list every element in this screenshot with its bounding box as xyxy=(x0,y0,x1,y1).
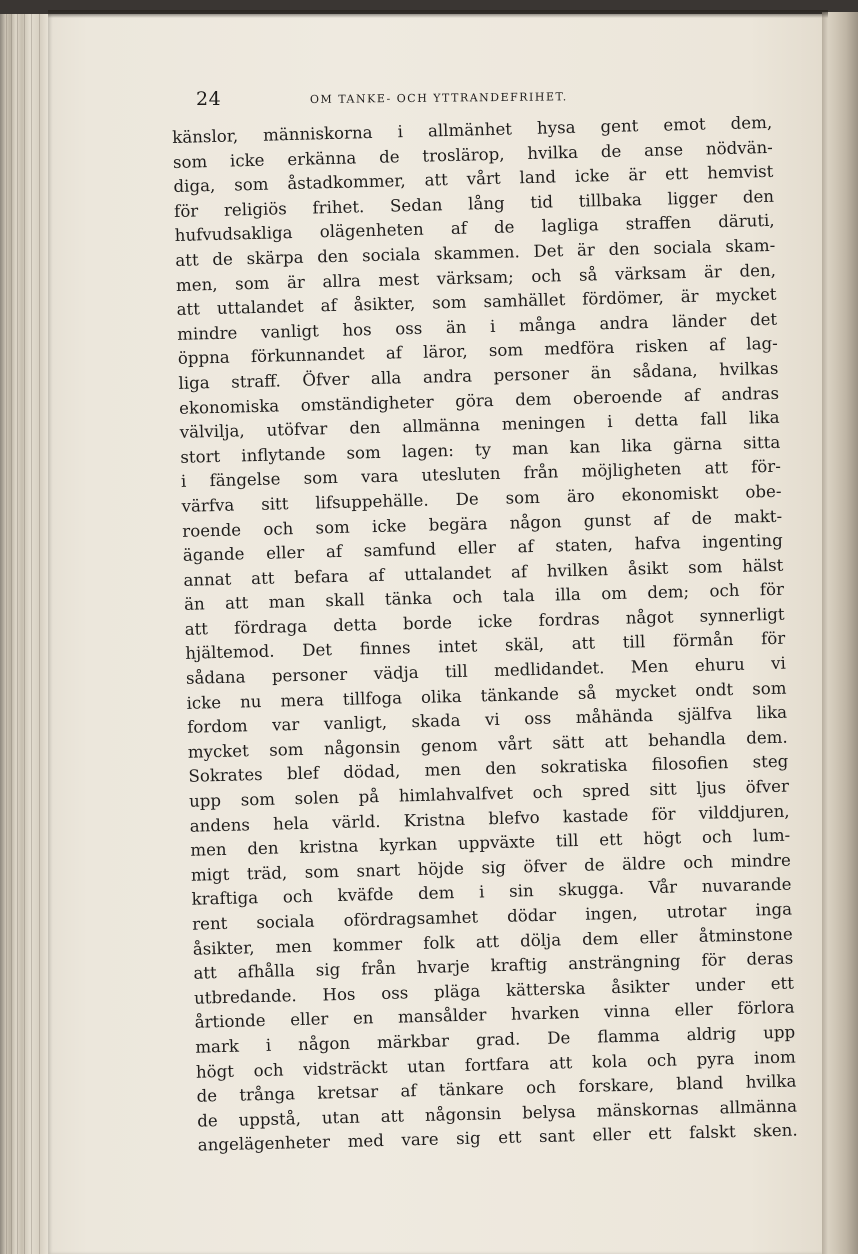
text-line: kraftiga och kväfde dem i sin skugga. Vår nuvarande xyxy=(191,874,792,910)
text-line: värfva sitt lifsuppehälle. De som äro ekonomiskt obe- xyxy=(181,481,782,516)
text-line: men, som är allra mest värksam; och så värksam är den, xyxy=(175,260,777,295)
text-line: fordom var vanligt, skada vi oss måhända själfva lika xyxy=(186,702,788,738)
text-line: diga, som åstadkommer, att vårt land icke är ett hemvist xyxy=(173,161,774,197)
text-line: mindre vanligt hos oss än i många andra länder det xyxy=(177,309,778,344)
page-edge-line xyxy=(11,14,12,1254)
text-line: hufvudsakliga olägenheten af de lagliga straffen däruti, xyxy=(174,211,775,246)
text-line: ägande eller af samfund eller af staten, hafva ingenting xyxy=(182,530,783,565)
body-text xyxy=(172,111,798,1159)
text-line: hjältemod. Det finnes intet skäl, att till förmån för xyxy=(185,629,786,664)
text-line: än att man skall tänka och tala illa om dem; och för xyxy=(183,579,785,615)
text-line: upp som solen på himlahvalfvet och spred sitt ljus öfver xyxy=(188,776,790,811)
page-stack-right xyxy=(822,12,858,1254)
text-line: högt och vidsträckt utan fortfara att kola och pyra inom xyxy=(195,1047,796,1082)
text-line: rent sociala ofördragsamhet dödar ingen, utrotar inga xyxy=(191,899,793,934)
page-number: 24 xyxy=(196,88,222,110)
text-line: att afhålla sig från hvarje kraftig ansträngning för deras xyxy=(193,948,794,983)
running-head: OM TANKE- OCH YTTRANDEFRIHET. xyxy=(309,90,568,106)
text-line: sådana personer vädja till medlidandet. Men ehuru vi xyxy=(185,653,787,688)
text-line: utbredande. Hos oss pläga kätterska åsikter under ett xyxy=(193,973,795,1008)
text-line: angelägenheter med vare sig ett sant eller ett falskt sken. xyxy=(197,1120,798,1156)
text-line: känslor, människorna i allmänhet hysa gent emot dem, xyxy=(172,112,773,147)
text-line: annat att befara af uttalandet af hvilken åsikt som hälst xyxy=(183,555,784,590)
page-edge-line xyxy=(17,14,18,1254)
page-edge-line xyxy=(24,14,25,1254)
text-line: liga straff. Öfver alla andra personer än sådana, hvilkas xyxy=(178,358,779,393)
text-line: roende och som icke begära någon gunst af de makt- xyxy=(182,506,783,541)
text-line: de uppstå, utan att någonsin belysa mänskornas allmänna xyxy=(196,1096,798,1131)
text-line: mark i någon märkbar grad. De flamma aldrig upp xyxy=(195,1022,796,1057)
text-line: att de skärpa den sociala skammen. Det är den sociala skam- xyxy=(175,235,776,270)
text-line: i fängelse som vara utesluten från möjligheten att för- xyxy=(180,457,782,492)
page-edge-line xyxy=(39,14,40,1254)
text-line: att fördraga detta borde icke fordras något synnerligt xyxy=(184,604,785,639)
page-header xyxy=(196,88,756,116)
page-edge-line xyxy=(31,14,32,1254)
text-line: att uttalandet af åsikter, som samhället fördömer, är mycket xyxy=(176,284,777,320)
text-line: andens hela värld. Kristna blefvo kastade för vilddjuren, xyxy=(189,801,790,836)
text-line: icke nu mera tillfoga olika tänkande så mycket ondt som xyxy=(186,678,787,713)
text-line: ekonomiska omständigheter göra dem oberoende af andras xyxy=(178,383,780,418)
text-line: för religiös frihet. Sedan lång tid tillbaka ligger den xyxy=(173,186,775,221)
page-stack-left xyxy=(0,14,48,1254)
text-line: stort inflytande som lagen: ty man kan lika gärna sitta xyxy=(180,432,781,467)
text-line: men den kristna kyrkan uppväxte till ett högt och lum- xyxy=(190,825,791,860)
text-line: Sokrates blef dödad, men den sokratiska filosofien steg xyxy=(188,752,789,787)
text-line: mycket som någonsin genom vårt sätt att behandla dem. xyxy=(187,727,788,762)
top-shadow xyxy=(48,10,828,18)
page-edge-line xyxy=(6,14,7,1254)
text-line: som icke erkänna de troslärор, hvilka de anse nödvän- xyxy=(172,137,773,172)
text-line: öppna förkunnandet af läror, som medföra risken af lag- xyxy=(177,334,778,369)
text-line: årtionde eller en mansålder hvarken vinna eller förlora xyxy=(194,997,795,1033)
text-line: välvilja, utöfvar den allmänna meningen i detta fall lika xyxy=(179,407,780,443)
text-line: de trånga kretsar af tänkare och forskare, bland hvilka xyxy=(196,1071,797,1106)
text-line: migt träd, som snart höjde sig öfver de äldre och mindre xyxy=(190,850,792,885)
text-line: åsikter, men kommer folk att dölja dem eller åtminstone xyxy=(192,924,793,959)
